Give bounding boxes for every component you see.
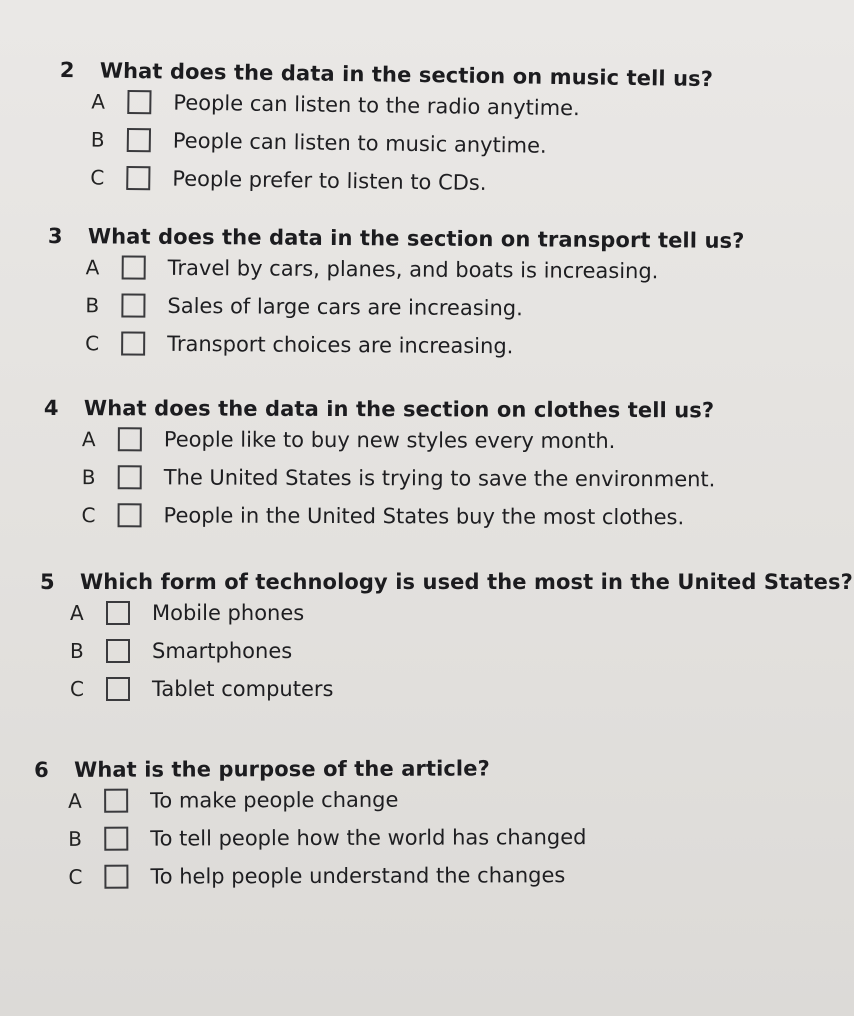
question-number: 5	[40, 570, 55, 594]
option-checkbox[interactable]	[106, 639, 130, 663]
option-text: To make people change	[150, 787, 399, 813]
option-checkbox[interactable]	[104, 789, 128, 813]
option-checkbox[interactable]	[118, 427, 142, 451]
option-letter: C	[81, 503, 96, 528]
question-3	[47, 224, 744, 367]
option-letter: B	[68, 826, 83, 851]
option-text: The United States is trying to save the environment.	[163, 465, 716, 492]
option-letter: C	[68, 864, 83, 889]
option-letter: C	[90, 165, 105, 190]
option-checkbox[interactable]	[118, 465, 142, 489]
option-a	[70, 594, 853, 632]
question-number: 4	[43, 396, 59, 421]
question-5-prompt	[40, 570, 853, 594]
option-text: Travel by cars, planes, and boats is increasing.	[167, 255, 659, 284]
question-6-prompt	[34, 756, 586, 782]
option-c	[82, 496, 716, 536]
option-checkbox[interactable]	[118, 503, 142, 527]
question-5	[40, 570, 853, 708]
option-text: Transport choices are increasing.	[167, 331, 514, 359]
option-checkbox[interactable]	[106, 601, 130, 625]
question-text: What does the data in the section on music tell us?	[99, 58, 714, 92]
option-letter: B	[85, 293, 100, 318]
question-text: What is the purpose of the article?	[73, 756, 490, 782]
option-checkbox[interactable]	[122, 256, 146, 280]
option-letter: B	[90, 127, 105, 152]
option-b	[85, 286, 744, 329]
question-number: 2	[59, 58, 75, 83]
option-text: People can listen to music anytime.	[172, 128, 547, 158]
option-text: People prefer to listen to CDs.	[172, 166, 487, 195]
option-text: Mobile phones	[152, 601, 305, 625]
option-b	[70, 632, 853, 670]
option-b	[82, 458, 716, 498]
option-c	[85, 324, 744, 367]
option-checkbox[interactable]	[127, 90, 151, 114]
question-number: 6	[34, 757, 49, 782]
option-text: People like to buy new styles every month.	[163, 427, 616, 453]
option-letter: C	[85, 331, 100, 356]
option-letter: A	[70, 601, 84, 625]
question-text: What does the data in the section on transport tell us?	[87, 224, 745, 253]
question-text: What does the data in the section on clothes tell us?	[83, 396, 715, 423]
option-a	[68, 780, 586, 820]
question-2	[58, 58, 713, 205]
option-checkbox[interactable]	[126, 166, 150, 190]
option-text: People can listen to the radio anytime.	[173, 90, 580, 121]
option-text: Tablet computers	[152, 677, 334, 701]
option-text: To tell people how the world has changed	[150, 825, 587, 851]
question-3-prompt	[48, 224, 745, 253]
option-checkbox[interactable]	[121, 332, 145, 356]
option-c	[70, 670, 853, 708]
option-letter: B	[70, 639, 84, 663]
question-6	[34, 756, 587, 896]
question-text: Which form of technology is used the most in the United States?	[80, 570, 853, 594]
option-text: Sales of large cars are increasing.	[167, 293, 523, 321]
option-letter: A	[85, 255, 100, 280]
option-b	[68, 818, 586, 858]
option-a	[82, 420, 716, 460]
option-text: People in the United States buy the most clothes.	[163, 503, 685, 530]
option-checkbox[interactable]	[127, 128, 151, 152]
question-4-prompt	[44, 396, 716, 422]
option-text: Smartphones	[152, 639, 293, 663]
option-letter: B	[81, 465, 96, 490]
option-checkbox[interactable]	[104, 827, 128, 851]
option-c	[90, 158, 712, 205]
option-text: To help people understand the changes	[150, 863, 566, 889]
option-checkbox[interactable]	[106, 677, 130, 701]
option-checkbox[interactable]	[121, 294, 145, 318]
option-letter: C	[70, 677, 84, 701]
option-a	[86, 248, 745, 291]
option-letter: A	[91, 89, 106, 114]
question-4	[44, 396, 716, 536]
option-checkbox[interactable]	[104, 865, 128, 889]
question-number: 3	[47, 224, 63, 249]
option-c	[68, 856, 586, 896]
option-letter: A	[81, 427, 96, 452]
option-letter: A	[68, 788, 82, 813]
